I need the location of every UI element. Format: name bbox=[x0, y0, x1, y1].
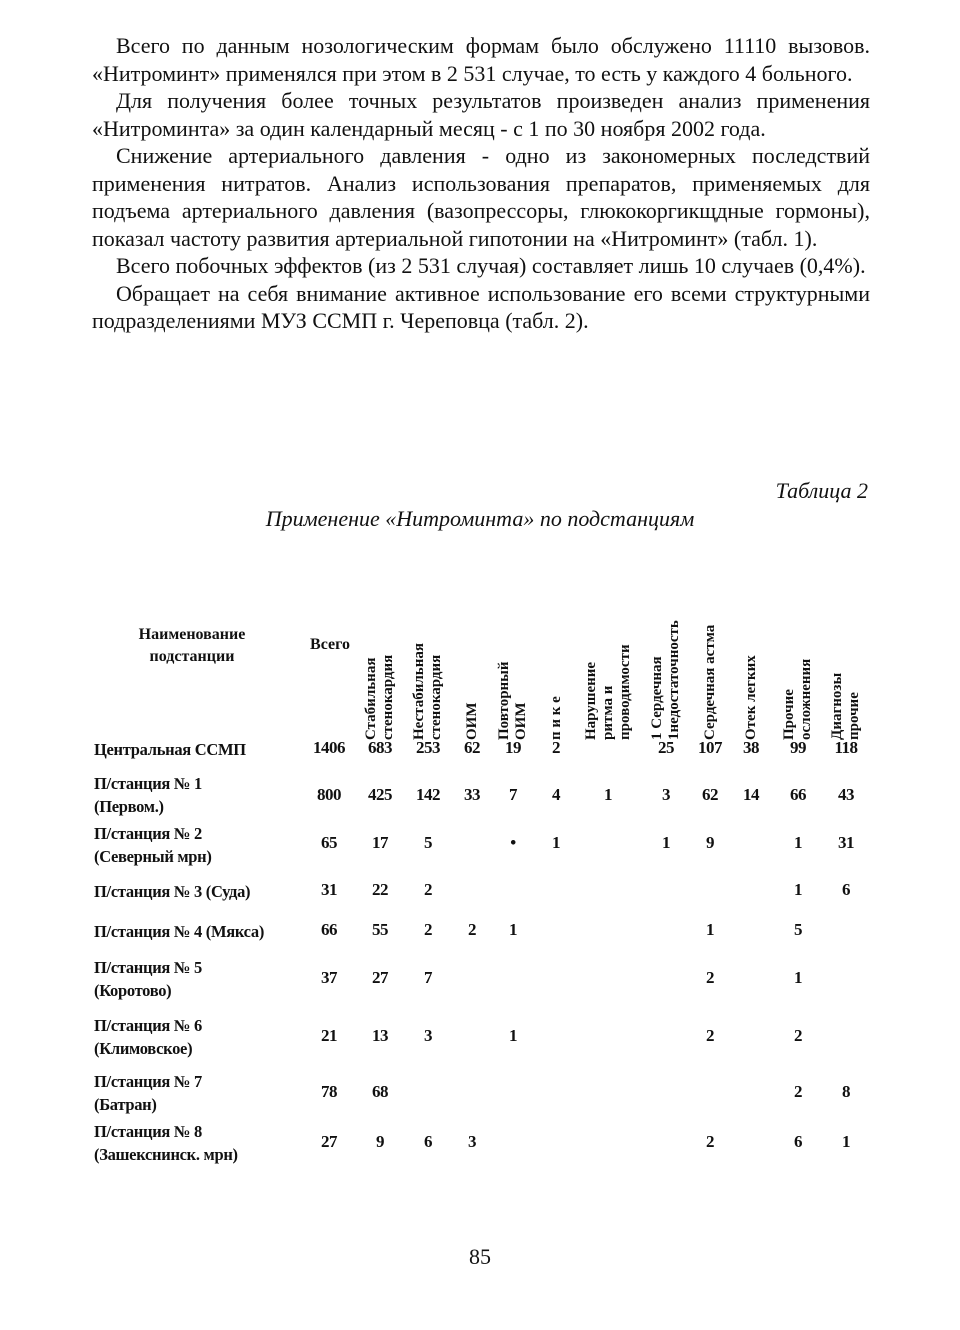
cell-total: 66 bbox=[321, 920, 337, 939]
cell-total: 800 bbox=[317, 785, 341, 804]
column-header-text bbox=[781, 659, 815, 740]
cell-value: 1 bbox=[794, 880, 802, 899]
row-station-name-line: П/станция № 3 (Суда) bbox=[94, 882, 251, 901]
column-header bbox=[690, 568, 730, 740]
row-station-name-line: (Коротово) bbox=[94, 981, 172, 1000]
cell-value: 27 bbox=[372, 968, 388, 987]
cell-value: 2 bbox=[706, 1132, 714, 1151]
column-header-text bbox=[743, 655, 760, 740]
column-header-text bbox=[829, 673, 863, 740]
cell-value: 14 bbox=[743, 785, 759, 804]
cell-total: 65 bbox=[321, 833, 337, 852]
cell-value: 9 bbox=[376, 1132, 384, 1151]
cell-value: 2 bbox=[424, 880, 432, 899]
column-header-line: Отек легких bbox=[742, 655, 759, 740]
cell-total: 37 bbox=[321, 968, 337, 987]
cell-value: 3 bbox=[424, 1026, 432, 1045]
row-station-name bbox=[94, 880, 304, 903]
column-header-text bbox=[464, 703, 481, 741]
paragraph-5: Обращает на себя внимание активное использование его всеми структурными подразделениями МУЗ ССМП г. Череповца (табл. 2). bbox=[92, 280, 870, 333]
cell-value: 5 bbox=[794, 920, 802, 939]
cell-total: 31 bbox=[321, 880, 337, 899]
column-header bbox=[493, 568, 533, 740]
column-header-line: Нарушение bbox=[582, 661, 599, 740]
paragraph-1: Всего по данным нозологическим формам было обслужено 11110 вызовов. «Нитроминт» применялся при этом в 2 531 случае, то есть у каждого 4 больного. bbox=[92, 33, 870, 86]
row-station-name bbox=[94, 1014, 304, 1060]
row-station-name-line: Центральная ССМП bbox=[94, 740, 246, 759]
row-station-name-line: П/станция № 6 bbox=[94, 1016, 202, 1035]
header-station-name-line: подстанции bbox=[149, 648, 235, 665]
column-header-text bbox=[496, 661, 530, 740]
row-station-name-line: П/станция № 4 (Мякса) bbox=[94, 922, 265, 941]
cell-value: 3 bbox=[662, 785, 670, 804]
column-header bbox=[452, 568, 492, 740]
cell-total: 78 bbox=[321, 1082, 337, 1101]
column-header bbox=[826, 568, 866, 740]
column-header bbox=[360, 568, 400, 740]
column-header-line: проводимости bbox=[616, 644, 633, 740]
cell-value: 2 bbox=[468, 920, 476, 939]
row-station-name bbox=[94, 738, 304, 761]
cell-value: 2 bbox=[706, 1026, 714, 1045]
row-station-name-line: П/станция № 2 bbox=[94, 824, 202, 843]
row-station-name-line: (Климовское) bbox=[94, 1039, 193, 1058]
column-header-line: стенокардия bbox=[428, 654, 444, 740]
column-header-line: осложнения bbox=[798, 658, 814, 740]
row-station-name bbox=[94, 956, 304, 1002]
column-header bbox=[408, 568, 448, 740]
cell-value: 7 bbox=[424, 968, 432, 987]
cell-value: 1 bbox=[509, 920, 517, 939]
table-number: Таблица 2 bbox=[775, 478, 868, 503]
cell-value: 1 bbox=[552, 833, 560, 852]
cell-value: • bbox=[510, 833, 516, 852]
row-station-name bbox=[94, 772, 304, 818]
column-header-text bbox=[411, 643, 445, 740]
page-number: 85 bbox=[469, 1244, 491, 1269]
row-station-name bbox=[94, 1070, 304, 1116]
cell-total: 21 bbox=[321, 1026, 337, 1045]
cell-value: 31 bbox=[838, 833, 854, 852]
paragraph-4: Всего побочных эффектов (из 2 531 случая) составляет лишь 10 случаев (0,4%). bbox=[116, 253, 866, 278]
cell-value: 4 bbox=[552, 785, 560, 804]
cell-value: 22 bbox=[372, 880, 388, 899]
cell-value: 99 bbox=[790, 738, 806, 757]
column-header-line: ритма и bbox=[599, 685, 616, 740]
cell-value: 19 bbox=[505, 738, 521, 757]
cell-value: 7 bbox=[509, 785, 517, 804]
cell-value: 1 bbox=[842, 1132, 850, 1151]
column-header-line: п и к е bbox=[547, 696, 564, 740]
cell-value: 118 bbox=[834, 738, 858, 757]
row-station-name-line: П/станция № 1 bbox=[94, 774, 202, 793]
cell-value: 6 bbox=[842, 880, 850, 899]
cell-value: 1 bbox=[794, 968, 802, 987]
row-station-name-line: П/станция № 5 bbox=[94, 958, 202, 977]
header-total: Всего bbox=[310, 636, 350, 653]
cell-value: 2 bbox=[552, 738, 560, 757]
header-station-name-line: Наименование bbox=[138, 626, 246, 643]
row-station-name bbox=[94, 822, 304, 868]
cell-value: 1 bbox=[662, 833, 670, 852]
column-header bbox=[646, 568, 686, 740]
column-header-text bbox=[548, 696, 565, 740]
cell-value: 683 bbox=[368, 738, 392, 757]
column-header-text bbox=[583, 644, 634, 740]
cell-value: 9 bbox=[706, 833, 714, 852]
cell-value: 1 bbox=[509, 1026, 517, 1045]
cell-value: 66 bbox=[790, 785, 806, 804]
row-station-name-line: (Северный мрн) bbox=[94, 847, 212, 866]
cell-total: 1406 bbox=[313, 738, 345, 757]
cell-value: 5 bbox=[424, 833, 432, 852]
cell-value: 2 bbox=[424, 920, 432, 939]
cell-value: 62 bbox=[464, 738, 480, 757]
column-header-line: ОИМ bbox=[513, 702, 529, 740]
column-header-line: прочие bbox=[846, 692, 862, 740]
cell-value: 13 bbox=[372, 1026, 388, 1045]
column-header-line: стенокардия bbox=[380, 654, 396, 740]
column-header-text bbox=[649, 620, 683, 740]
column-header-text bbox=[363, 655, 397, 740]
cell-value: 2 bbox=[794, 1026, 802, 1045]
cell-value: 2 bbox=[794, 1082, 802, 1101]
column-header-line: Диагнозы bbox=[829, 672, 845, 740]
column-header bbox=[536, 568, 576, 740]
row-station-name bbox=[94, 1120, 304, 1166]
row-station-name-line: (Батран) bbox=[94, 1095, 157, 1114]
cell-value: 55 bbox=[372, 920, 388, 939]
header-station-name bbox=[92, 624, 292, 668]
column-header-line: Нестабильная bbox=[411, 643, 427, 740]
column-header-line: Повторный bbox=[496, 661, 512, 740]
column-header-line: Сердечная астма bbox=[701, 624, 718, 740]
row-station-name bbox=[94, 920, 304, 943]
cell-value: 8 bbox=[842, 1082, 850, 1101]
row-station-name-line: П/станция № 7 bbox=[94, 1072, 202, 1091]
column-header bbox=[778, 568, 818, 740]
table-caption: Применение «Нитроминта» по подстанциям bbox=[265, 506, 695, 531]
cell-value: 1 bbox=[706, 920, 714, 939]
cell-value: 33 bbox=[464, 785, 480, 804]
column-header-line: Стабильная bbox=[363, 657, 379, 740]
cell-value: 425 bbox=[368, 785, 392, 804]
paragraph-2: Для получения более точных результатов произведен анализ применения «Нитроминта» за один календарный месяц - с 1 по 30 ноября 2002 года. bbox=[92, 88, 870, 141]
cell-value: 25 bbox=[658, 738, 674, 757]
cell-total: 27 bbox=[321, 1132, 337, 1151]
cell-value: 62 bbox=[702, 785, 718, 804]
cell-value: 253 bbox=[416, 738, 440, 757]
column-header-line: 1недостаточность bbox=[666, 620, 682, 740]
cell-value: 3 bbox=[468, 1132, 476, 1151]
cell-value: 1 bbox=[794, 833, 802, 852]
column-header bbox=[731, 568, 771, 740]
column-header-line: 1 Сердечная bbox=[649, 656, 665, 740]
cell-value: 2 bbox=[706, 968, 714, 987]
cell-value: 6 bbox=[424, 1132, 432, 1151]
cell-value: 17 bbox=[372, 833, 388, 852]
paragraph-3: Снижение артериального давления - одно из закономерных последствий применения нитратов. Анализ использования препаратов, применяемых для подъема артериального давления (вазопрессоры, глюкокоргикщдные гормоны), показал частоту развития артериальной гипотонии на «Нитроминт» (табл. 1). bbox=[92, 143, 870, 251]
column-header bbox=[582, 568, 633, 740]
cell-value: 107 bbox=[698, 738, 722, 757]
cell-value: 1 bbox=[604, 785, 612, 804]
column-header-line: Прочие bbox=[781, 689, 797, 740]
row-station-name-line: (Зашекснинск. мрн) bbox=[94, 1145, 238, 1164]
cell-value: 142 bbox=[416, 785, 440, 804]
cell-value: 43 bbox=[838, 785, 854, 804]
cell-value: 38 bbox=[743, 738, 759, 757]
cell-value: 68 bbox=[372, 1082, 388, 1101]
column-header-line: ОИМ bbox=[463, 702, 480, 740]
cell-value: 6 bbox=[794, 1132, 802, 1151]
row-station-name-line: П/станция № 8 bbox=[94, 1122, 202, 1141]
row-station-name-line: (Первом.) bbox=[94, 797, 164, 816]
column-header-text bbox=[702, 625, 719, 740]
